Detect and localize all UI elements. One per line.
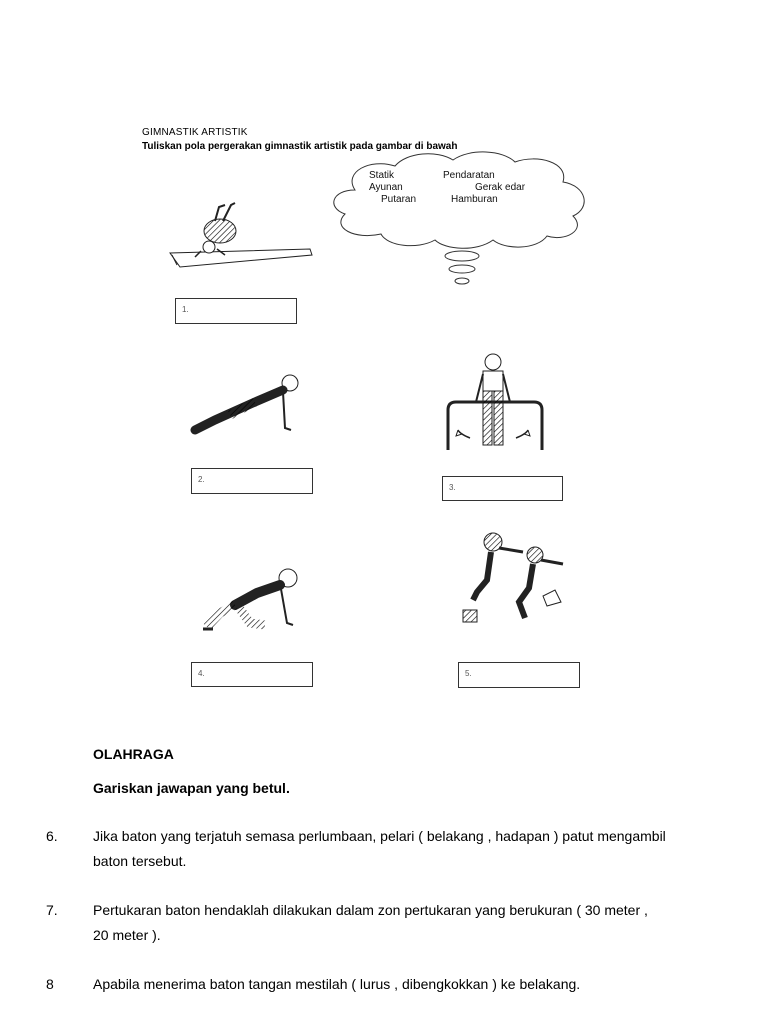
question-line: baton tersebut. bbox=[93, 853, 187, 869]
question-line: Pertukaran baton hendaklah dilakukan dalam zon pertukaran yang berukuran ( 30 meter , bbox=[93, 902, 648, 918]
question-line: Apabila menerima baton tangan mestilah ( lurus , dibengkokkan ) ke belakang. bbox=[93, 976, 581, 992]
word-bank-item: Pendaratan bbox=[443, 170, 495, 181]
answer-box-3[interactable]: 3. bbox=[442, 476, 563, 501]
word-bank-item: Ayunan bbox=[369, 182, 403, 193]
question-number: 8 bbox=[46, 976, 54, 992]
figure-crouch-start bbox=[195, 565, 310, 635]
section-instruction: Gariskan jawapan yang betul. bbox=[93, 780, 290, 796]
figure-parallel-bars bbox=[440, 350, 550, 455]
answer-box-4[interactable]: 4. bbox=[191, 662, 313, 687]
worksheet-title: GIMNASTIK ARTISTIK bbox=[142, 127, 248, 138]
answer-box-1[interactable]: 1. bbox=[175, 298, 297, 324]
word-bank-cloud bbox=[325, 150, 590, 290]
question-text bbox=[93, 824, 666, 874]
worksheet-instruction: Tuliskan pola pergerakan gimnastik artistik pada gambar di bawah bbox=[142, 141, 458, 152]
figure-push-up bbox=[185, 370, 310, 440]
word-bank-item: Hamburan bbox=[451, 194, 498, 205]
word-bank-item: Gerak edar bbox=[475, 182, 526, 193]
word-bank-item: Statik bbox=[369, 170, 395, 181]
question-number: 7. bbox=[46, 902, 58, 918]
word-bank-item: Putaran bbox=[381, 194, 417, 205]
answer-box-2[interactable]: 2. bbox=[191, 468, 313, 494]
question-text bbox=[93, 898, 648, 948]
section-heading: OLAHRAGA bbox=[93, 746, 174, 762]
figure-jump-landing bbox=[455, 530, 570, 630]
question-number: 6. bbox=[46, 828, 58, 844]
answer-box-5[interactable]: 5. bbox=[458, 662, 580, 688]
figure-roll-on-mat bbox=[165, 195, 315, 275]
question-text bbox=[93, 972, 580, 997]
question-line: Jika baton yang terjatuh semasa perlumbaan, pelari ( belakang , hadapan ) patut mengambil bbox=[93, 828, 666, 844]
question-line: 20 meter ). bbox=[93, 927, 161, 943]
